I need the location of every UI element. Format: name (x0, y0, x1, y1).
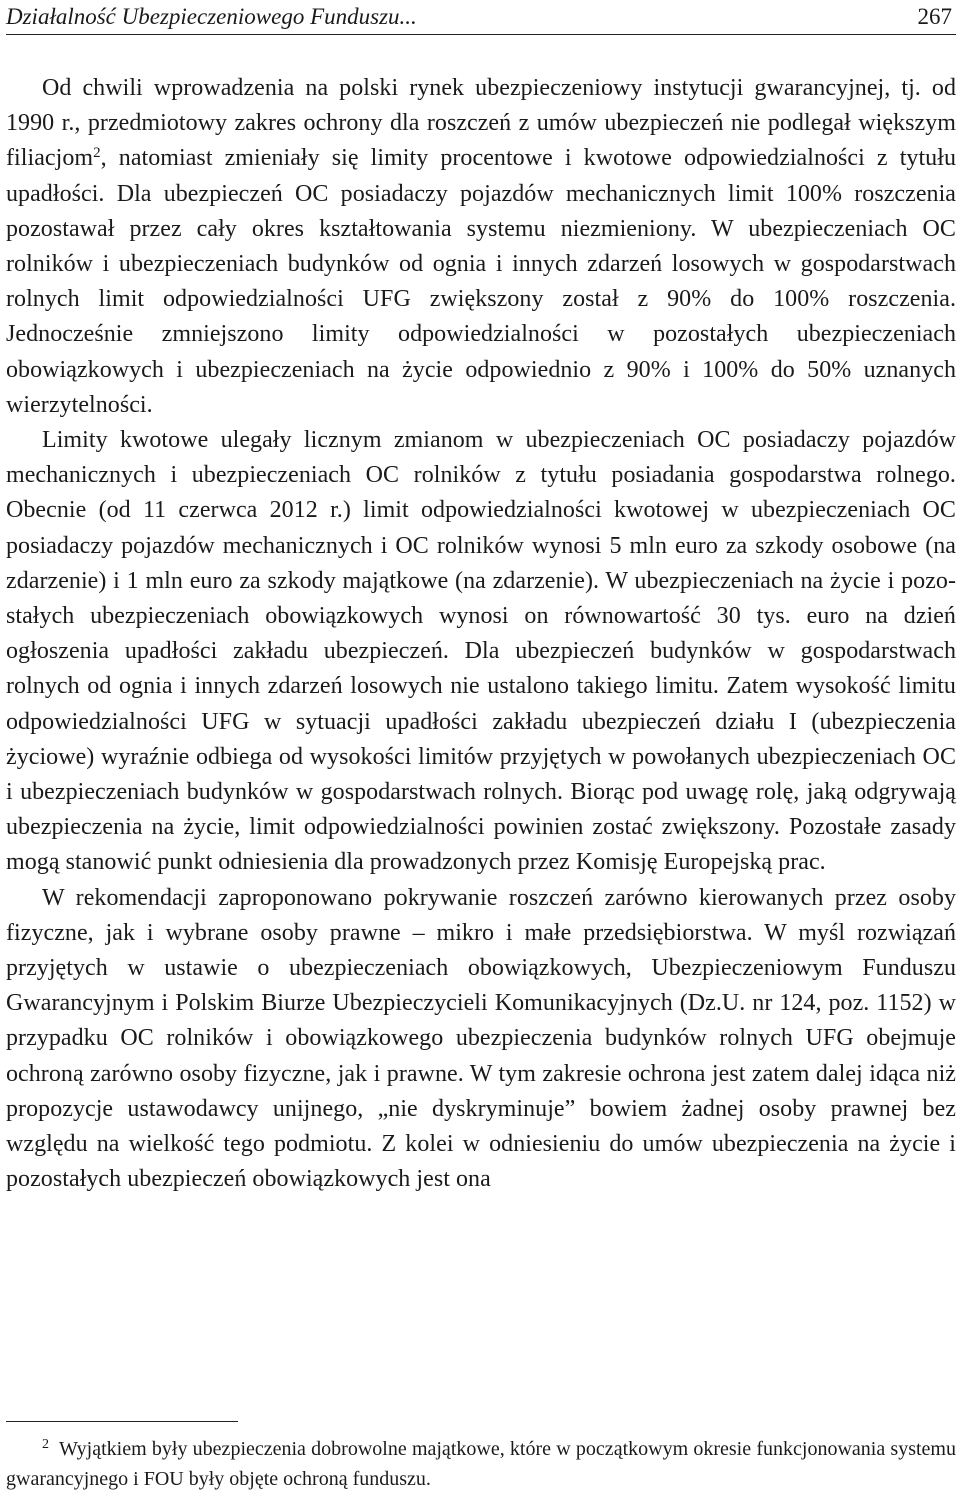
paragraph: W rekomendacji zaproponowano pokrywanie roszczeń zarówno kierowanych przez osoby fizyczne, jak i wybrane osoby prawne – mikro i małe przedsiębiorstwa. W myśl rozwiązań przyjętych w ustawie o ubezpieczeniach obowiązkowych, Ubezpieczeniowym Funduszu Gwarancyjnym i Polskim Biurze Ubezpieczycieli Komunikacyjnych (Dz.U. nr 124, poz. 1152) w przypadku OC rolników i obowiązkowego ubezpieczenia budynków rolnych UFG obejmuje ochroną zarówno osoby fizyczne, jak i prawne. W tym zakresie ochrona jest zatem dalej idąca niż propozycje ustawodawcy unijnego, „nie dyskryminuje” bowiem żadnej osoby prawnej bez względu na wielkość tego podmiotu. Z kolei w odniesieniu do umów ubezpieczenia na życie i pozostałych ubezpieczeń obowiązkowych jest ona (6, 884, 956, 1193)
paragraph (6, 71, 956, 423)
running-header (6, 2, 956, 35)
book-page (6, 0, 956, 1494)
page-number: 267 (917, 4, 952, 29)
paragraph-text: , natomiast zmieniały się limity procentowe i kwotowe odpowiedzialności z tytułu upadłości. Dla ubezpieczeń OC posiadaczy pojazdów mechanicznych limit 100% roszczenia pozostawał przez cały okres kształtowania systemu niezmieniony. W ubezpieczeniach OC rolników i ubezpieczeniach budynków od ognia i innych zdarzeń losowych w gospodarstwach rolnych limit odpowiedzialności UFG zwiększony został z 90% do 100% roszczenia. Jednocześnie zmniejszono limity odpowiedzialności w pozostałych ubezpieczeniach obowiązkowych i ubezpieczeniach na życie odpowiednio z 90% i 100% do 50% uznanych wierzytelności. (6, 145, 956, 418)
footnote-text: Wyjątkiem były ubezpieczenia dobrowolne majątkowe, które w początkowym okresie funkcjonowania systemu gwarancyjnego i FOU były objęte ochroną funduszu. (6, 1438, 956, 1490)
footnote-separator (6, 1421, 238, 1422)
footnote-reference[interactable]: 2 (93, 145, 101, 162)
footnote (6, 1434, 956, 1494)
footnote-number: 2 (42, 1437, 49, 1452)
running-title: Działalność Ubezpieczeniowego Funduszu... (6, 4, 417, 29)
paragraph: Limity kwotowe ulegały licznym zmianom w ubezpieczeniach OC posiadaczy pojazdów mechanicznych i ubezpieczeniach OC rolników z tytułu posiadania gospodarstwa rolnego. Obecnie (od 11 czerwca 2012 r.) limit odpowiedzialności kwotowej w ubezpieczeniach OC posiadaczy pojazdów mechanicznych i OC rolników wynosi 5 mln euro za szkody osobowe (na zdarzenie) i 1 mln euro za szkody majątkowe (na zdarzenie). W ubezpieczeniach na życie i pozostałych ubezpieczeniach obowiązkowych wynosi on równowartość 30 tys. euro na dzień ogłoszenia upadłości zakładu ubezpieczeń. Dla ubezpieczeń budynków w gospodarstwach rolnych od ognia i innych zdarzeń losowych nie ustalono takiego limitu. Zatem wysokość limitu odpowiedzialności UFG w sytuacji upadłości zakładu ubezpieczeń działu I (ubezpieczenia życiowe) wyraźnie odbiega od wysokości limitów przyjętych w powołanych ubezpieczeniach OC i ubezpieczeniach budynków w gospodarstwach rolnych. Biorąc pod uwagę rolę, jaką odgrywają ubezpieczenia na życie, limit odpowiedzialności powinien zostać zwiększony. Pozostałe zasady mogą stanowić punkt odniesienia dla prowadzonych przez Komisję Europejską prac. (6, 427, 956, 876)
paragraph-text: Od chwili wprowadzenia na polski rynek ubezpieczeniowy instytucji gwarancyjnej, tj. od 1990 r., przedmiotowy zakres ochrony dla roszczeń z umów ubezpieczeń nie podlegał większym filiacjom (6, 75, 956, 172)
body-text (6, 71, 956, 1198)
